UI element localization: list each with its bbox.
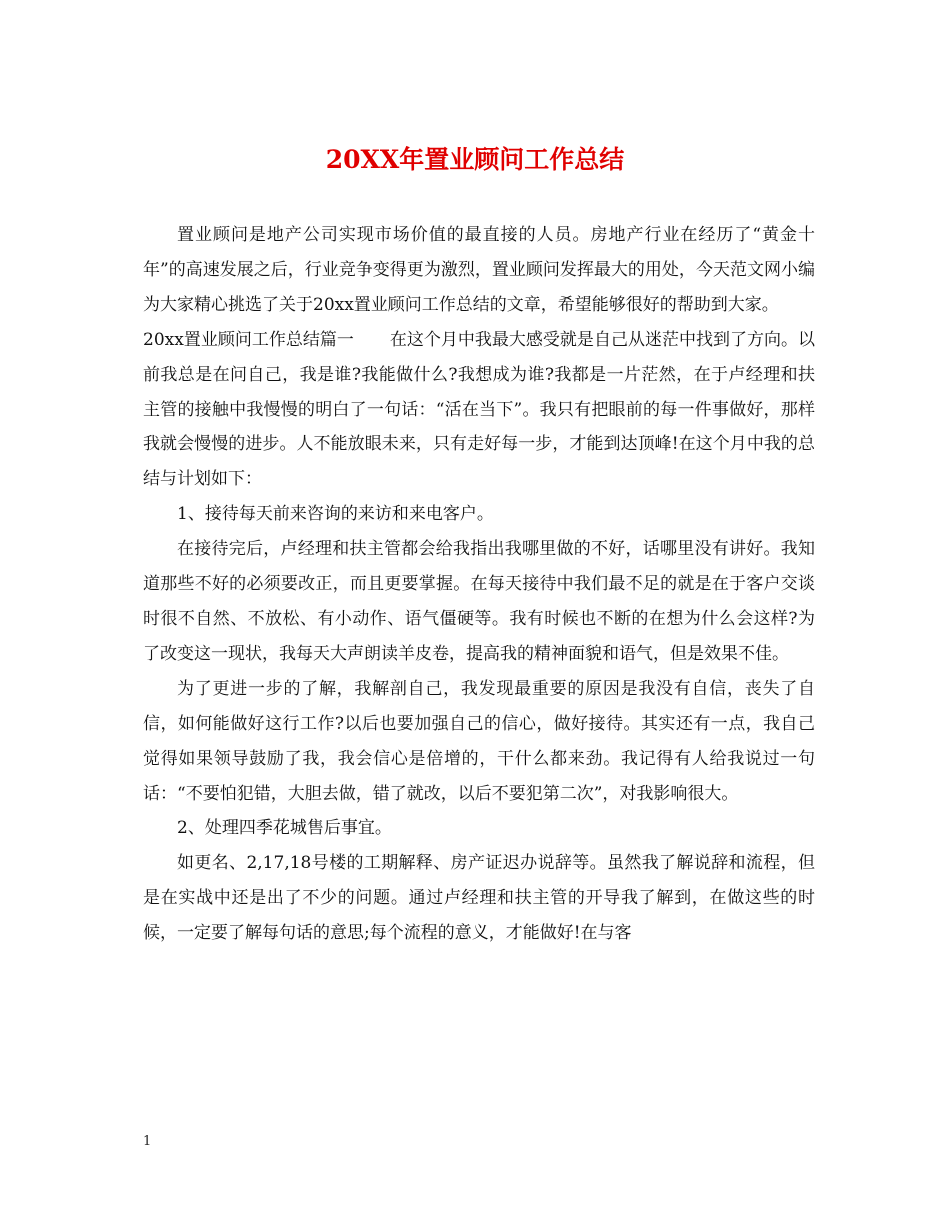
- list-item-1: 1、接待每天前来咨询的来访和来电客户。: [177, 504, 494, 525]
- paragraph-2: 为了更进一步的了解，我解剖自己，我发现最重要的原因是我没有自信，丧失了自信，如何能做好这行工作?以后也要加强自己的信心，做好接待。其实还有一点，我自己觉得如果领导鼓励了我，我会信心是倍增的，干什么都来劲。我记得有人给我说过一句话：“不要怕犯错，大胆去做，错了就改，以后不要犯第二次”，对我影响很大。: [143, 678, 815, 804]
- document-body: [143, 218, 815, 951]
- document-title: 20XX年置业顾问工作总结: [325, 145, 625, 174]
- section-heading: 20xx置业顾问工作总结篇一: [143, 329, 354, 350]
- section-body: 在这个月中我最大感受就是自己从迷茫中找到了方向。以前我总是在问自己，我是谁?我能做什么?我想成为谁?我都是一片茫然，在于卢经理和扶主管的接触中我慢慢的明白了一句话：“活在当下”。我只有把眼前的每一件事做好，那样我就会慢慢的进步。人不能放眼未来，只有走好每一步，才能到达顶峰!在这个月中我的总结与计划如下：: [143, 329, 816, 490]
- paragraph-3: 如更名、2,17,18号楼的工期解释、房产证迟办说辞等。虽然我了解说辞和流程，但是在实战中还是出了不少的问题。通过卢经理和扶主管的开导我了解到，在做这些的时候，一定要了解每句话的意思;每个流程的意义，才能做好!在与客: [143, 853, 815, 944]
- intro-paragraph: 置业顾问是地产公司实现市场价值的最直接的人员。房地产行业在经历了“黄金十年”的高速发展之后，行业竞争变得更为激烈，置业顾问发挥最大的用处，今天范文网小编为大家精心挑选了关于20xx置业顾问工作总结的文章，希望能够很好的帮助到大家。: [143, 225, 815, 315]
- list-item-2: 2、处理四季花城售后事宜。: [177, 818, 392, 839]
- page-number: 1: [143, 1134, 152, 1149]
- paragraph-1: 在接待完后，卢经理和扶主管都会给我指出我哪里做的不好，话哪里没有讲好。我知道那些不好的必须要改正，而且更要掌握。在每天接待中我们最不足的就是在于客户交谈时很不自然、不放松、有小动作、语气僵硬等。我有时候也不断的在想为什么会这样?为了改变这一现状，我每天大声朗读羊皮卷，提高我的精神面貌和语气，但是效果不佳。: [143, 539, 815, 664]
- section-paragraph: [143, 323, 815, 498]
